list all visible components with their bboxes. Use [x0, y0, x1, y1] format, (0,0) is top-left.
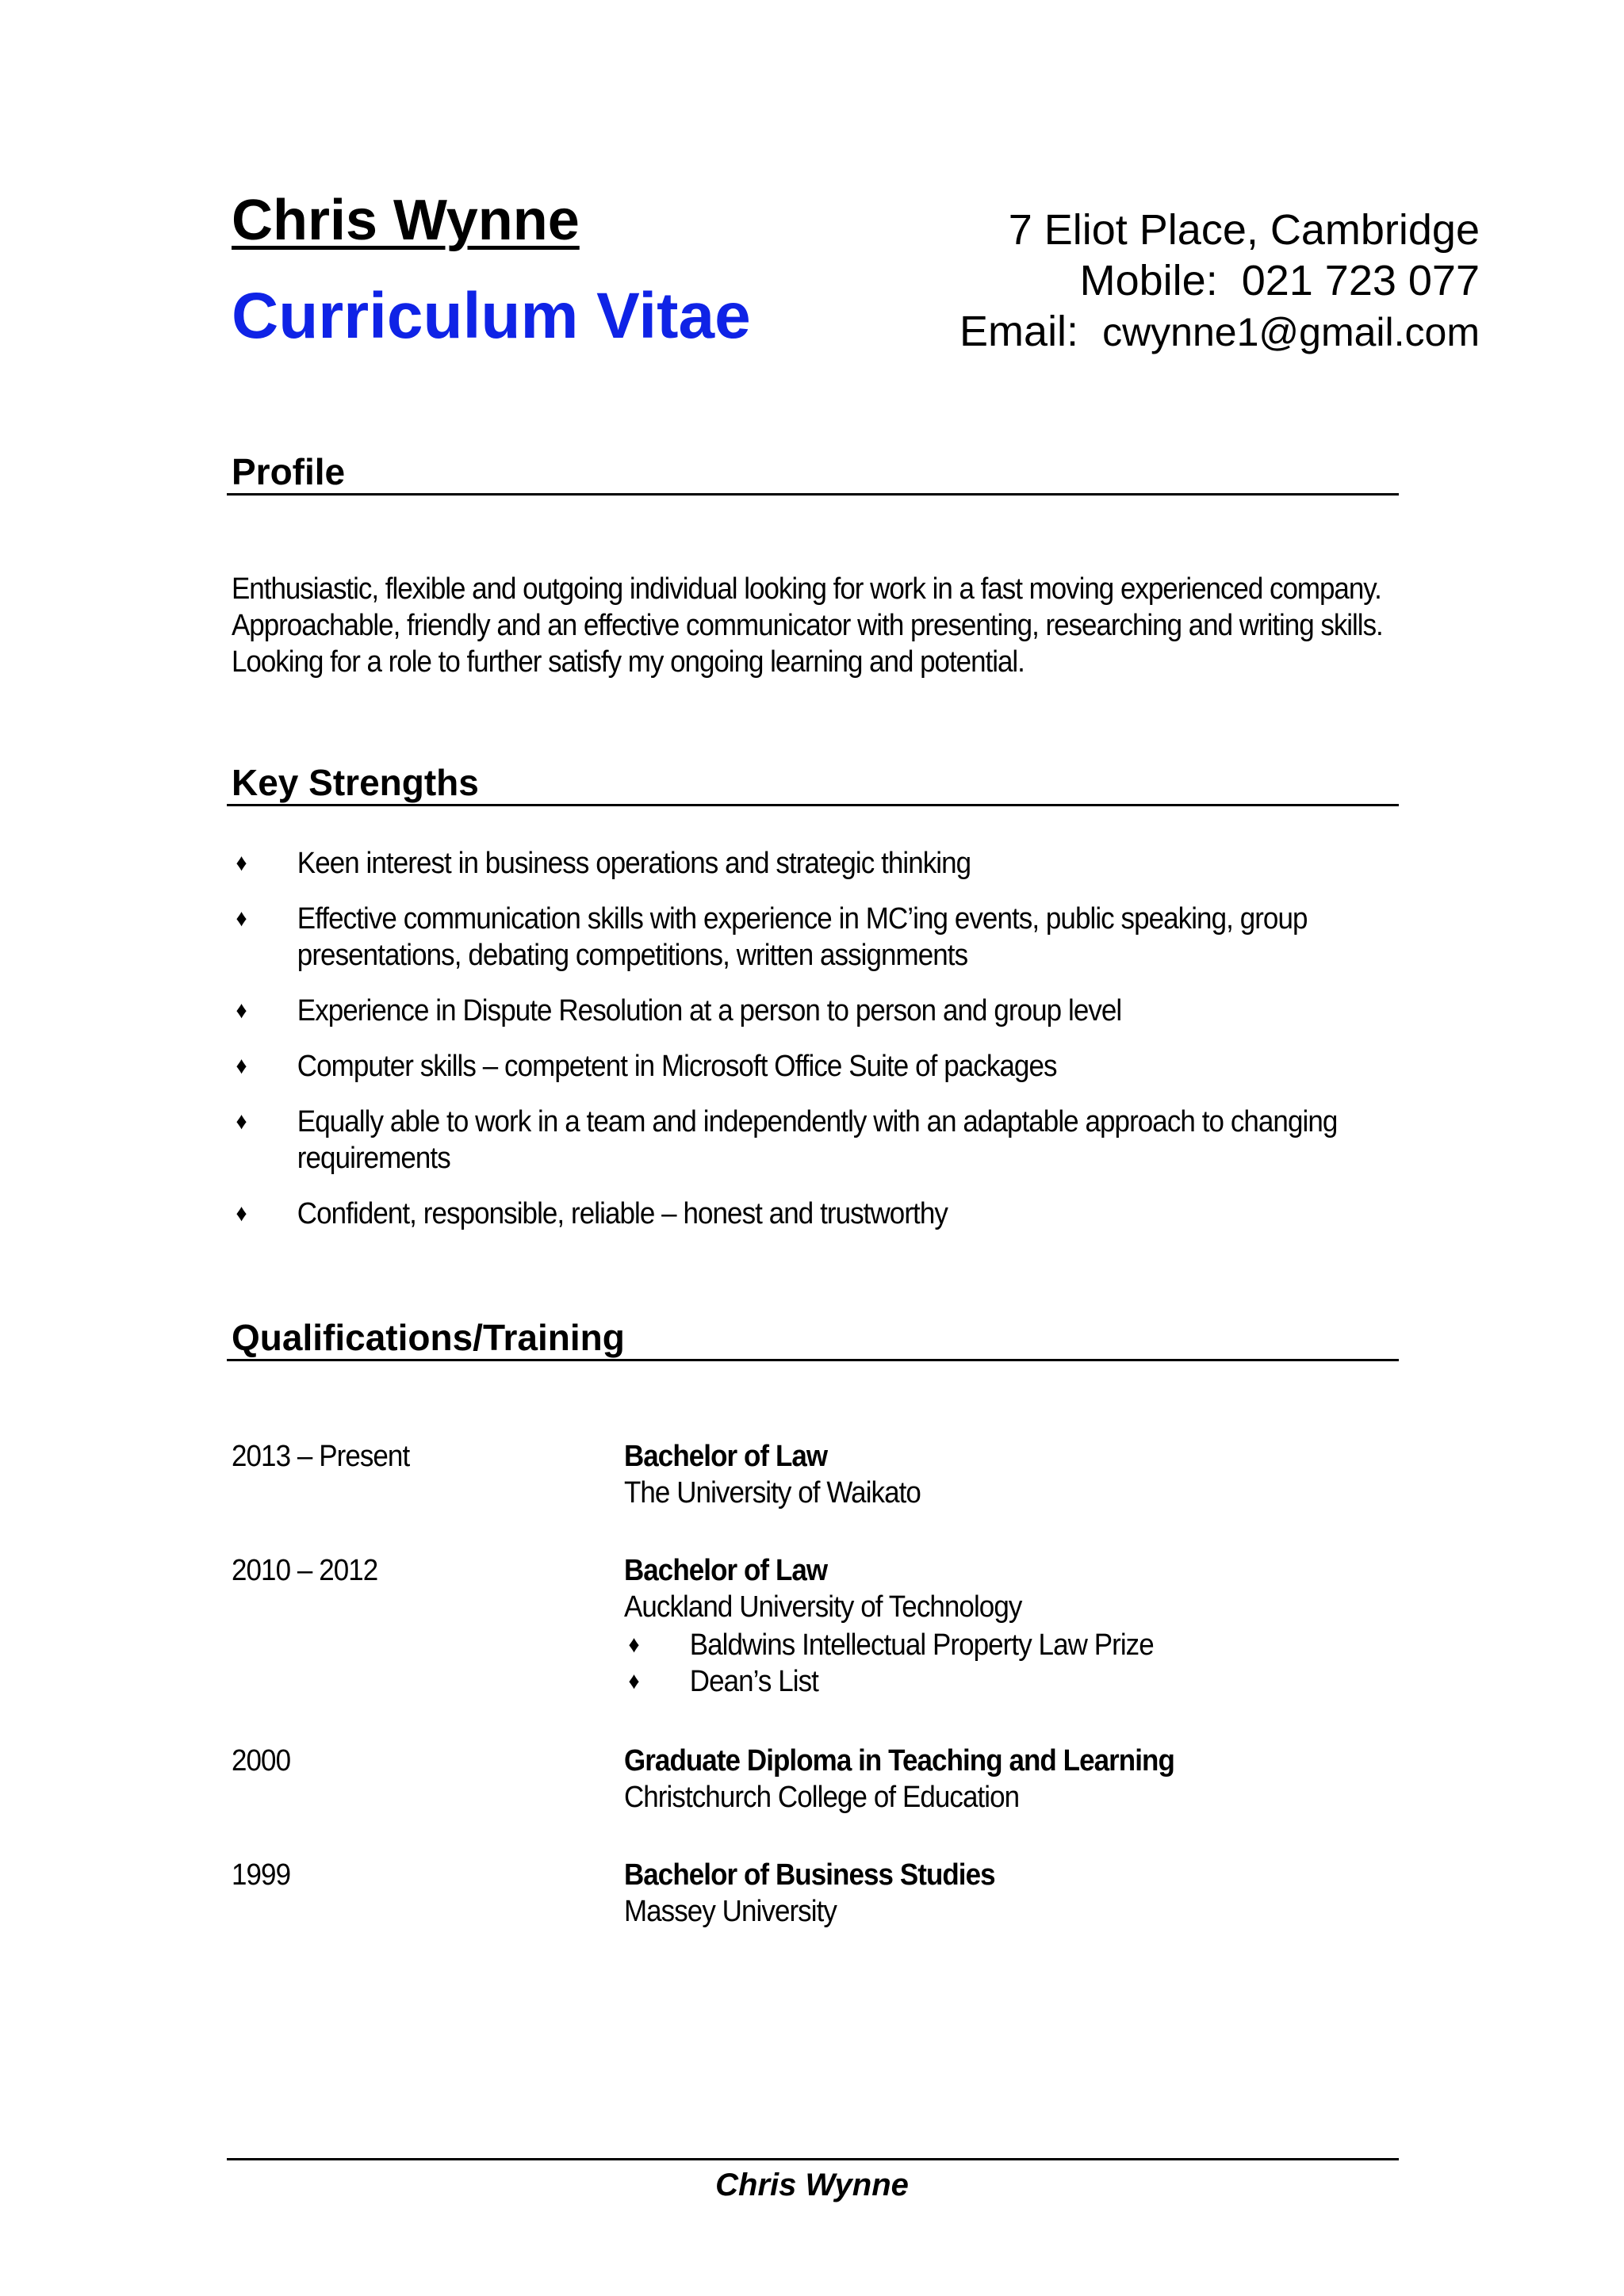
diamond-bullet-icon: ♦ [628, 1668, 639, 1694]
diamond-bullet-icon: ♦ [236, 1200, 247, 1226]
profile-text: Enthusiastic, flexible and outgoing individual looking for work in a fast moving experienced company. Approachable, friendly and an effective communicator with presenting, researching and writing skills. Looking for a role to further satisfy my ongoing learning and potential. [232, 572, 1383, 679]
qualifications-divider [227, 1359, 1399, 1361]
qualification-year: 2013 – Present [232, 1440, 410, 1473]
key-strengths-list [232, 845, 1399, 1251]
list-item: ♦ Equally able to work in a team and independently with an adaptable approach to changing requirements [236, 1105, 1338, 1175]
email-value: cwynne1@gmail.com [1102, 310, 1480, 354]
diamond-bullet-icon: ♦ [628, 1632, 639, 1658]
mobile-line [959, 255, 1480, 306]
list-item: ♦ Keen interest in business operations and strategic thinking [236, 847, 971, 880]
address: 7 Eliot Place, Cambridge [1008, 206, 1480, 254]
diamond-bullet-icon: ♦ [236, 997, 247, 1024]
qualifications-heading: Qualifications/Training [232, 1317, 625, 1358]
qualification-details [624, 1438, 1427, 1511]
qualification-year: 1999 [232, 1858, 291, 1892]
awards-list [624, 1627, 1427, 1700]
contact-block [959, 205, 1480, 358]
mobile-label: Mobile: [1079, 257, 1218, 304]
list-item: ♦ Dean’s List [628, 1665, 818, 1698]
qualification-degree: Bachelor of Law [623, 1554, 828, 1587]
diamond-bullet-icon: ♦ [236, 1053, 247, 1079]
list-item: ♦ Computer skills – competent in Microsoft Office Suite of packages [236, 1050, 1057, 1083]
footer-name: Chris Wynne [715, 2168, 909, 2202]
candidate-name: Chris Wynne [232, 189, 580, 252]
diamond-bullet-icon: ♦ [236, 850, 247, 876]
qualification-institution: The University of Waikato [623, 1476, 921, 1510]
list-item: ♦ Confident, responsible, reliable – honest and trustworthy [236, 1197, 948, 1230]
qualification-details [624, 1552, 1427, 1700]
qualification-degree: Graduate Diploma in Teaching and Learning [623, 1744, 1174, 1777]
qualification-details [624, 1743, 1427, 1816]
qualification-degree: Bachelor of Law [623, 1440, 828, 1473]
qualification-institution: Auckland University of Technology [623, 1590, 1022, 1624]
diamond-bullet-icon: ♦ [236, 905, 247, 932]
profile-heading: Profile [232, 451, 346, 492]
qualification-institution: Christchurch College of Education [623, 1781, 1020, 1814]
qualification-details [624, 1857, 1427, 1930]
diamond-bullet-icon: ♦ [236, 1108, 247, 1135]
key-strengths-divider [227, 804, 1399, 806]
qualification-degree: Bachelor of Business Studies [623, 1858, 995, 1892]
qualification-year: 2000 [232, 1744, 291, 1777]
mobile-value: 021 723 077 [1241, 257, 1480, 304]
qualification-institution: Massey University [623, 1895, 837, 1928]
email-label: Email: [959, 308, 1079, 355]
profile-divider [227, 493, 1399, 496]
footer-divider [227, 2158, 1399, 2160]
email-line [959, 306, 1480, 358]
list-item: ♦ Experience in Dispute Resolution at a person to person and group level [236, 994, 1122, 1027]
list-item: ♦ Baldwins Intellectual Property Law Prize [628, 1628, 1154, 1662]
document-title: Curriculum Vitae [232, 280, 751, 352]
qualification-year: 2010 – 2012 [232, 1554, 378, 1587]
list-item: ♦ Effective communication skills with experience in MC’ing events, public speaking, group presentations, debating competitions, written assignments [236, 902, 1308, 972]
key-strengths-heading: Key Strengths [232, 762, 479, 803]
